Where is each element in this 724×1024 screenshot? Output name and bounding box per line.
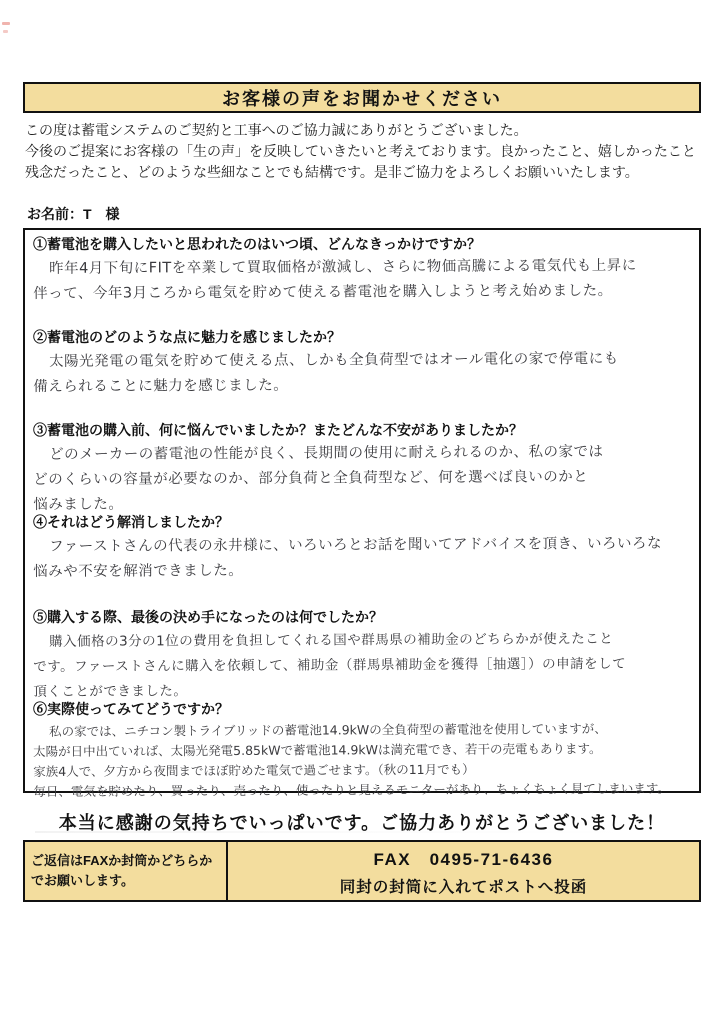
handwritten-answer: [33, 719, 689, 802]
scan-artifact: [2, 22, 10, 25]
reply-contact: [228, 842, 699, 900]
handwritten-answer: [33, 254, 689, 307]
answer-line: 私の家では、ニチコン製トライブリッドの蓄電池14.9kWの全負荷型の蓄電池を使用していますが、: [49, 720, 607, 739]
answer-line: 備えられることに魅力を感じました。: [33, 377, 289, 395]
intro-line: 残念だったこと、どのような些細なことでも結構です。是非ご協力をよろしくお願いいたします。: [25, 164, 639, 180]
answer-line: 太陽が日中出ていれば、太陽光発電5.85kWで蓄電池14.9kWは満充電でき、若干の売電もあります。: [33, 741, 602, 759]
answer-line: 毎日、電気を貯めたり、買ったり、売ったり、使ったりと見えるモニターがあり、ちょくちょく見てしまいます。: [33, 780, 670, 799]
handwritten-answer: [33, 440, 689, 518]
scan-artifact: [3, 30, 8, 33]
answer-line: 頂くことができました。: [33, 683, 188, 700]
question-section-6: [33, 699, 689, 799]
form-title: お客様の声をお聞かせください: [222, 88, 502, 109]
answer-line: 悩みや不安を解消できました。: [33, 562, 244, 580]
question-label: ⑤購入する際、最後の決め手になったのは何でしたか？: [33, 609, 383, 625]
question-label: ①蓄電池を購入したいと思われたのはいつ頃、どんなきっかけですか？: [33, 236, 481, 252]
answer-line: 悩みました。: [33, 496, 124, 513]
answer-line: 伴って、今年3月ころから電気を貯めて使える蓄電池を購入しようと考え始めました。: [33, 282, 613, 302]
answer-line: ファーストさんの代表の永井様に、いろいろとお話を聞いてアドバイスを頂き、いろいろな: [49, 535, 663, 555]
customer-name: お名前：T 様: [27, 206, 120, 222]
reply-note-line: でお願いします。: [31, 873, 134, 888]
question-label: ③蓄電池の購入前、何に悩んでいましたか？またどんな不安がありましたか？: [33, 422, 523, 438]
handwritten-answer: [33, 532, 689, 585]
question-section-1: [33, 234, 689, 327]
reply-method-note: [25, 842, 228, 900]
answer-line: 購入価格の3分の1位の費用を負担してくれる国や群馬県の補助金のどちらかが使えたこと: [49, 630, 614, 650]
handwritten-answer: [33, 627, 689, 705]
intro-line: 今後のご提案にお客様の「生の声」を反映していきたいと考えております。良かったこと、嬉しかったこと: [25, 143, 696, 159]
answer-line: 太陽光発電の電気を貯めて使える点、しかも全負荷型ではオール電化の家で停電にも: [49, 350, 619, 370]
intro-line: この度は蓄電システムのご契約と工事へのご協力誠にありがとうございました。: [25, 122, 528, 138]
answer-line: どのメーカーの蓄電池の性能が良く、長期間の使用に耐えられるのか、私の家では: [49, 444, 604, 463]
question-section-5: [33, 607, 689, 699]
question-label: ②蓄電池のどのような点に魅力を感じましたか？: [33, 329, 341, 345]
reply-note-line: ご返信はFAXか封筒かどちらか: [31, 853, 213, 868]
question-label: ⑥実際使ってみてどうですか？: [33, 701, 229, 717]
thanks-message: 本当に感謝の気持ちでいっぱいです。ご協力ありがとうございました！: [58, 813, 666, 833]
mail-instruction: 同封の封筒に入れてポストへ投函: [339, 879, 588, 896]
handwritten-answer: [33, 347, 689, 400]
question-section-4: [33, 512, 689, 607]
question-section-3: [33, 420, 689, 512]
reply-instruction-box: [23, 840, 701, 902]
answer-line: です。ファーストさんに購入を依頼して、補助金（群馬県補助金を獲得［抽選］）の申請をして: [33, 655, 627, 675]
answer-line: 昨年4月下旬にFITを卒業して買取価格が激減し、さらに物価高騰による電気代も上昇に: [49, 257, 637, 277]
question-section-2: [33, 327, 689, 420]
answer-line: どのくらいの容量が必要なのか、部分負荷と全負荷型など、何を選べば良いのかと: [33, 469, 589, 488]
questionnaire-box: [23, 228, 701, 799]
form-title-banner: [23, 82, 701, 113]
intro-paragraph: [25, 120, 715, 183]
question-label: ④それはどう解消しましたか？: [33, 514, 229, 530]
answer-line: 家族4人で、夕方から夜間までほぼ貯めた電気で過ごせます。（秋の11月でも）: [33, 761, 475, 779]
fax-number: FAX 0495-71-6436: [373, 850, 554, 869]
